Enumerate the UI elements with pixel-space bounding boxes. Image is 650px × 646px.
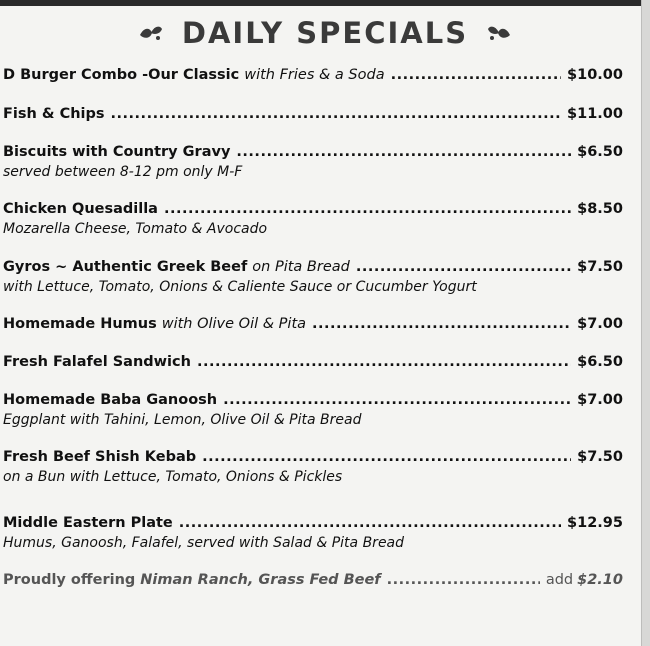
item-description: with Lettuce, Tomato, Onions & Caliente Sauce or Cucumber Yogurt [3, 279, 477, 295]
dot-leader [356, 257, 571, 277]
leaf-ornament-icon [486, 23, 512, 43]
item-note: on Pita Bread [252, 259, 350, 275]
item-name: Fresh Beef Shish Kebab [3, 449, 197, 465]
menu-item [3, 390, 623, 429]
menu-item [3, 65, 623, 85]
footer-emphasis: Niman Ranch, Grass Fed Beef [140, 572, 381, 588]
item-price: $7.00 [577, 316, 623, 332]
item-price: $11.00 [567, 106, 623, 122]
item-description: served between 8-12 pm only M-F [3, 164, 243, 180]
dot-leader [391, 65, 561, 85]
menu-item [3, 142, 623, 181]
menu-item [3, 199, 623, 238]
menu-item [3, 314, 623, 334]
dot-leader [312, 314, 571, 334]
item-name: Fish & Chips [3, 106, 105, 122]
item-price: $6.50 [577, 144, 623, 160]
dot-leader [179, 513, 561, 533]
dot-leader [202, 447, 571, 467]
dot-leader [387, 570, 540, 590]
item-price: $7.50 [577, 449, 623, 465]
top-edge [0, 0, 650, 6]
item-name: Biscuits with Country Gravy [3, 144, 231, 160]
menu-item [3, 257, 623, 296]
item-description: Eggplant with Tahini, Lemon, Olive Oil & Pita Bread [3, 412, 362, 428]
item-name: Gyros ~ Authentic Greek Beef [3, 259, 248, 275]
item-price: $10.00 [567, 67, 623, 83]
dot-leader [236, 142, 571, 162]
footer-add-price: $2.10 [577, 572, 623, 588]
menu-item [3, 447, 623, 486]
footer-add-label: add [545, 572, 574, 588]
header [0, 10, 650, 56]
item-price: $7.00 [577, 392, 623, 408]
right-edge [641, 0, 650, 646]
item-note: with Fries & a Soda [244, 67, 385, 83]
item-name: Homemade Baba Ganoosh [3, 392, 218, 408]
dot-leader [223, 390, 571, 410]
menu-item [3, 104, 623, 124]
item-price: $8.50 [577, 201, 623, 217]
item-description: Humus, Ganoosh, Falafel, served with Salad & Pita Bread [3, 535, 405, 551]
footer-note [3, 570, 623, 590]
dot-leader [164, 199, 571, 219]
item-price: $12.95 [567, 515, 623, 531]
item-name: Chicken Quesadilla [3, 201, 158, 217]
menu-item [3, 513, 623, 552]
item-name: Middle Eastern Plate [3, 515, 173, 531]
item-note: with Olive Oil & Pita [161, 316, 307, 332]
dot-leader [111, 104, 562, 124]
dot-leader [197, 352, 571, 372]
item-price: $7.50 [577, 259, 623, 275]
item-description: Mozarella Cheese, Tomato & Avocado [3, 221, 268, 237]
leaf-ornament-icon [138, 23, 164, 43]
item-description: on a Bun with Lettuce, Tomato, Onions & Pickles [3, 469, 343, 485]
footer-lead: Proudly offering [3, 572, 136, 588]
item-name: D Burger Combo -Our Classic [3, 67, 240, 83]
menu-item [3, 352, 623, 372]
item-name: Homemade Humus [3, 316, 157, 332]
item-price: $6.50 [577, 354, 623, 370]
page-title: DAILY SPECIALS [181, 16, 469, 50]
item-name: Fresh Falafel Sandwich [3, 354, 191, 370]
